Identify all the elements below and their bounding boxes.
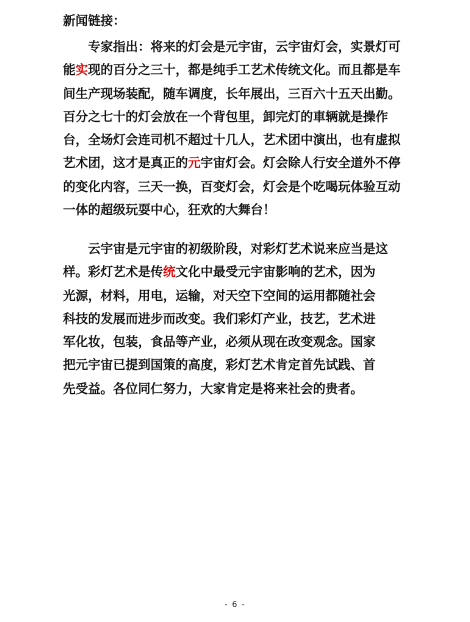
text-run: 样。彩灯艺术是传 — [63, 264, 164, 280]
text-run: 一体的超级玩耍中心，狂欢的大舞台！ — [63, 202, 276, 218]
text-run: 宇宙灯会。灯会除人行安全道外不停 — [200, 155, 401, 171]
text-run: 现的百分之三十，都是纯手工艺术传统文化。而且都是车 — [88, 62, 401, 78]
text-run: 专家指出：将来的灯会是元宇宙，云宇宙灯会，实景灯可 — [88, 39, 401, 54]
text-run: 军化妆，包装，食品等产业，必须从现在改变观念。国家 — [63, 334, 376, 350]
text-line — [63, 35, 413, 58]
paragraph-cloud-universe — [63, 237, 413, 400]
text-run: 能 — [63, 62, 76, 78]
text-line — [63, 237, 413, 260]
text-run: 云宇宙是元宇宙的初级阶段，对彩灯艺术说来应当是这 — [88, 241, 389, 256]
text-line — [63, 330, 413, 353]
news-link-heading: 新闻链接： — [63, 13, 126, 28]
paragraph-expert-opinion — [63, 35, 413, 221]
highlighted-char: 实 — [75, 62, 89, 78]
highlighted-char: 元 — [188, 155, 201, 171]
page-number: - 6 - — [224, 600, 246, 609]
text-run: 文化中最受元宇宙影响的艺术，因为 — [175, 264, 376, 280]
text-line — [63, 128, 413, 151]
text-run: 百分之七十的灯会放在一个背包里，卸完灯的車辆就是操作 — [63, 108, 389, 124]
text-line — [63, 260, 413, 283]
text-run: 的变化内容，三天一换，百变灯会，灯会是个吃喝玩体验互动 — [63, 178, 401, 194]
text-line — [63, 82, 413, 105]
text-line — [63, 198, 413, 221]
text-run: 艺术团，这才是真正的 — [63, 155, 189, 171]
text-run: 间生产现场装配，随车调度，长年展出，三百六十五天出勤。 — [63, 85, 401, 101]
text-line — [63, 175, 413, 198]
text-run: 先受益。各位同仁努力，大家肯定是将来社会的贵者。 — [63, 380, 364, 396]
text-run: 把元宇宙已提到国策的高度，彩灯艺术肯定首先试践、首 — [63, 357, 376, 373]
text-run: 光源，材料，用电，运输，对天空下空间的运用都随社会 — [63, 287, 376, 303]
text-line — [63, 58, 413, 81]
text-run: 台，全场灯会连司机不超过十几人，艺术团中演出，也有虚拟 — [63, 132, 401, 148]
highlighted-char: 统 — [163, 264, 176, 280]
text-run: 科技的发展而进步而改变。我们彩灯产业，技艺，艺术进 — [63, 310, 376, 326]
text-line — [63, 284, 413, 307]
text-line — [63, 377, 413, 400]
text-line — [63, 105, 413, 128]
text-line — [63, 353, 413, 376]
text-line — [63, 307, 413, 330]
text-line — [63, 151, 413, 174]
